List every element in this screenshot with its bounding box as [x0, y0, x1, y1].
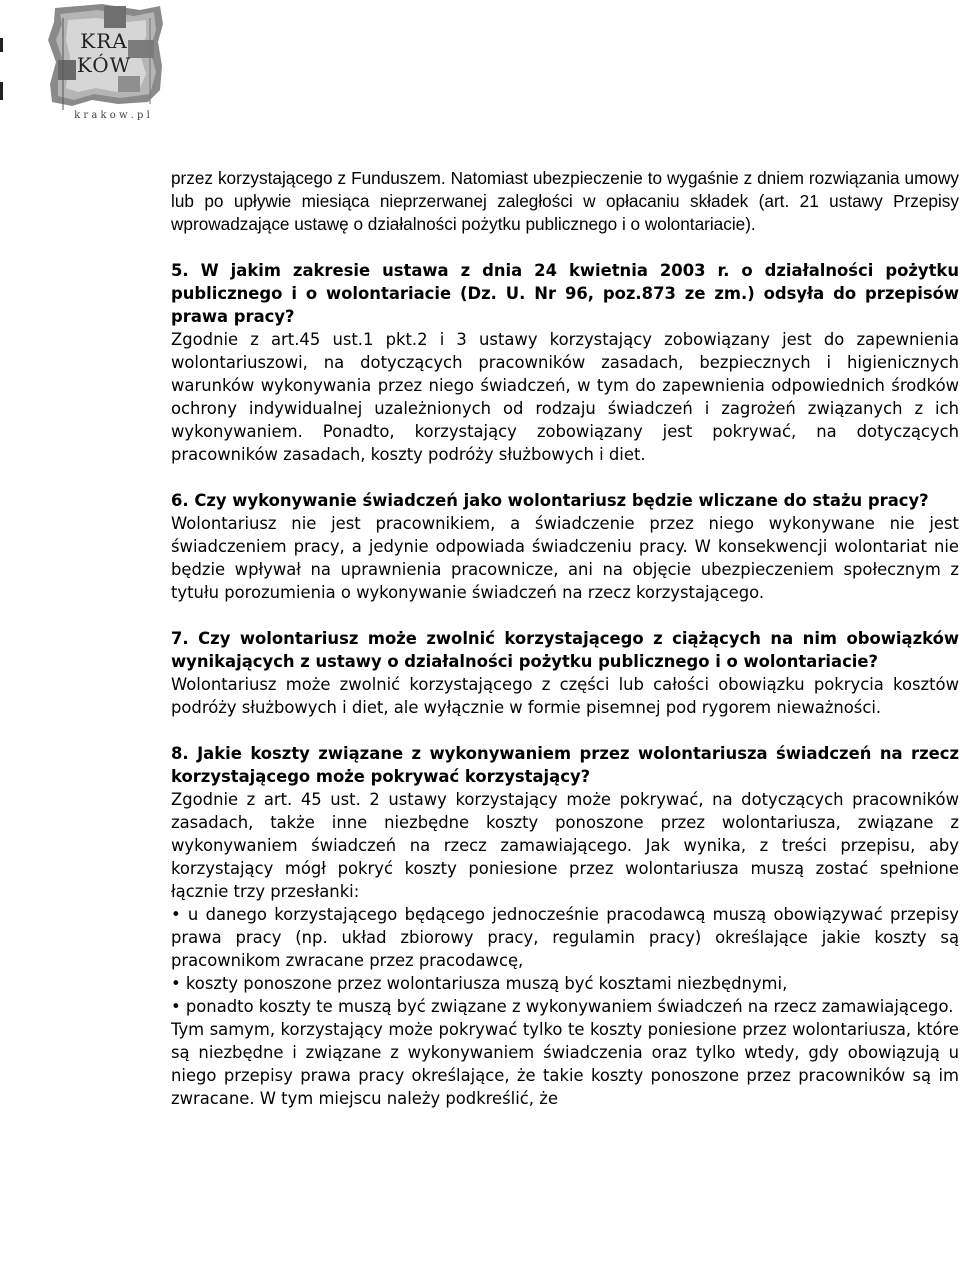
intro-paragraph: przez korzystającego z Funduszem. Natomiast ubezpieczenie to wygaśnie z dniem rozwiązania umowy lub po upływie miesiąca nieprzerwanej zaległości w opłacaniu składek (art. 21 ustawy Przepisy wprowadzające ustawę o działalności pożytku publicznego i o wolontariacie). [171, 168, 959, 234]
bullet-item: • ponadto koszty te muszą być związane z wykonywaniem świadczeń na rzecz zamawiającego. [171, 997, 954, 1016]
question-5: 5. W jakim zakresie ustawa z dnia 24 kwietnia 2003 r. o działalności pożytku publicznego i o wolontariacie (Dz. U. Nr 96, poz.873 ze zm.) odsyła do przepisów prawa pracy? [171, 261, 959, 326]
answer-8: Zgodnie z art. 45 ust. 2 ustawy korzystający może pokrywać, na dotyczących pracowników zasadach, także inne niezbędne koszty ponoszone przez wolontariusza, związane z wykonywaniem świadczeń na rzecz zamawiającego. Jak wynika, z treści przepisu, aby korzystający mógł pokryć koszty poniesione przez wolontariusza muszą zostać spełnione łącznie trzy przesłanki: [171, 790, 959, 901]
document-body [171, 167, 959, 1110]
logo-line1: KRA [80, 29, 128, 53]
bullet-item: • u danego korzystającego będącego jednocześnie pracodawcą muszą obowiązywać przepisy prawa pracy (np. układ zbiorowy pracy, regulamin pracy) określające jakie koszty są pracownikom zwracane przez pracodawcę, [171, 905, 959, 970]
bullet-item: • koszty ponoszone przez wolontariusza muszą być kosztami niezbędnymi, [171, 974, 788, 993]
logo-url: k r a k o w . p l [74, 110, 150, 121]
question-8: 8. Jakie koszty związane z wykonywaniem przez wolontariusza świadczeń na rzecz korzystającego może pokrywać korzystający? [171, 744, 959, 786]
answer-5: Zgodnie z art.45 ust.1 pkt.2 i 3 ustawy korzystający zobowiązany jest do zapewnienia wolontariuszowi, na dotyczących pracowników zasadach, bezpiecznych i higienicznych warunków wykonywania przez niego świadczeń, w tym do zapewnienia odpowiednich środków ochrony indywidualnej uzależnionych od rodzaju świadczeń i zagrożeń związanych z ich wykonywaniem. Ponadto, korzystający zobowiązany jest pokrywać, na dotyczących pracowników zasadach, koszty podróży służbowych i diet. [171, 330, 959, 464]
answer-7: Wolontariusz może zwolnić korzystającego z części lub całości obowiązku pokrycia kosztów podróży służbowych i diet, ale wyłącznie w formie pisemnej pod rygorem nieważności. [171, 675, 959, 717]
krakow-logo-graphic [0, 0, 170, 125]
logo-line2: KÓW [76, 53, 132, 77]
closing-paragraph: Tym samym, korzystający może pokrywać tylko te koszty poniesione przez wolontariusza, które są niezbędne i związane z wykonywaniem świadczenia oraz tylko wtedy, gdy obowiązują u niego przepisy prawa pracy określające, że takie koszty ponoszone przez pracowników są im zwracane. W tym miejscu należy podkreślić, że [171, 1020, 959, 1108]
question-7: 7. Czy wolontariusz może zwolnić korzystającego z ciążących na nim obowiązków wynikających z ustawy o działalności pożytku publicznego i o wolontariacie? [171, 629, 959, 671]
answer-6: Wolontariusz nie jest pracownikiem, a świadczenie przez niego wykonywane nie jest świadczeniem pracy, a jedynie odpowiada świadczeniu pracy. W konsekwencji wolontariat nie będzie wpływał na uprawnienia pracownicze, ani na objęcie ubezpieczeniem społecznym z tytułu porozumienia o wykonywanie świadczeń na rzecz korzystającego. [171, 514, 959, 602]
question-6: 6. Czy wykonywanie świadczeń jako wolontariusz będzie wliczane do stażu pracy? [171, 491, 929, 510]
krakow-logo [0, 0, 170, 125]
